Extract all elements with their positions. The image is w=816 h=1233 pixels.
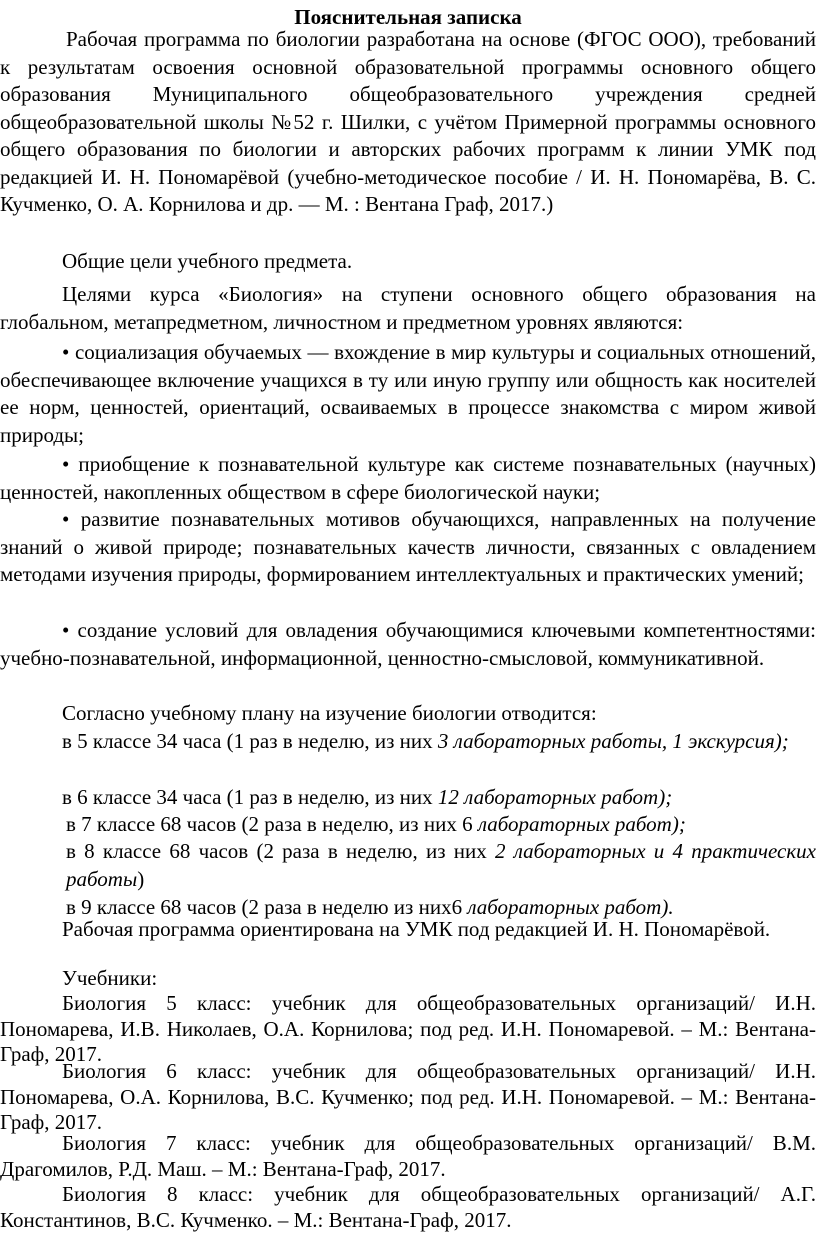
plan-heading: Согласно учебному плану на изучение биологии отводится: — [62, 701, 597, 725]
schedule-grade-9-text: в 9 классе 68 часов (2 раза в неделю из них6 — [66, 895, 468, 919]
schedule-grade-7-labs: лабораторных работ); — [477, 812, 686, 836]
textbook-grade-6: Биология 6 класс: учебник для общеобразовательных организаций/ И.Н. Пономарева, О.А. Корнилова, В.С. Кучменко; под ред. И.Н. Пономаревой. – М.: Вентана-Граф, 2017. — [0, 1059, 816, 1134]
schedule-grade-7-text: в 7 классе 68 часов (2 раза в неделю, из них 6 — [66, 812, 478, 836]
intro-paragraph: Рабочая программа по биологии разработана на основе (ФГОС ООО), требований к результатам освоения основной образовательной программы основного общего образования Муниципального общеобразовательного учреждения средней общеобразовательной школы №52 г. Шилки, с учётом Примерной программы основного общего образования по биологии и авторских рабочих программ к линии УМК под редакцией И. Н. Пономарёвой (учебно-методическое пособие / И. Н. Пономарёва, В. С. Кучменко, О. А. Корнилова и др. — М. : Вентана Граф, 2017.) — [0, 27, 816, 216]
schedule-grade-8 — [66, 838, 816, 893]
schedule-grade-5 — [10, 728, 816, 756]
page-title: Пояснительная записка — [294, 5, 522, 29]
umk-note: Рабочая программа ориентирована на УМК под редакцией И. Н. Пономарёвой. — [62, 917, 771, 941]
schedule-grade-5-labs: 3 лабораторных работы, 1 экскурсия); — [437, 729, 789, 753]
goals-heading: Общие цели учебного предмета. — [62, 249, 353, 273]
textbooks-heading: Учебники: — [62, 966, 158, 990]
schedule-grade-7 — [66, 811, 816, 839]
schedule-grade-8-labs: 2 лабораторных и 4 практических работы — [66, 839, 816, 891]
schedule-grade-8-tail: ) — [137, 866, 145, 891]
textbook-grade-7: Биология 7 класс: учебник для общеобразовательных организаций/ В.М. Драгомилов, Р.Д. Маш. – М.: Вентана-Граф, 2017. — [0, 1131, 816, 1181]
textbook-grade-8: Биология 8 класс: учебник для общеобразовательных организаций/ А.Г. Константинов, В.С. Кучменко. – М.: Вентана-Граф, 2017. — [0, 1182, 816, 1232]
textbook-grade-5: Биология 5 класс: учебник для общеобразовательных организаций/ И.Н. Пономарева, И.В. Николаев, О.А. Корнилова; под ред. И.Н. Пономаревой. – М.: Вентана-Граф, 2017. — [0, 991, 816, 1066]
goals-intro-paragraph: Целями курса «Биология» на ступени основного общего образования на глобальном, метапредметном, личностном и предметном уровнях являются: — [0, 282, 816, 334]
schedule-grade-8-text: в 8 классе 68 часов (2 раза в неделю, из них — [66, 839, 495, 863]
schedule-grade-5-text: в 5 классе 34 часа (1 раз в неделю, из них — [62, 729, 438, 753]
schedule-grade-6-text: в 6 классе 34 часа (1 раз в неделю, из них — [62, 785, 438, 809]
goal-item-motivation: • развитие познавательных мотивов обучающихся, направленных на получение знаний о живой природе; познавательных качеств личности, связанных с овладением методами изучения природы, формированием интеллектуальных и практических умений; — [0, 507, 816, 586]
goal-item-competences: • создание условий для овладения обучающимися ключевыми компетентностями: учебно-познавательной, информационной, ценностно-смысловой, коммуникативной. — [0, 618, 816, 670]
schedule-grade-9-labs: лабораторных работ). — [467, 895, 674, 919]
schedule-grade-6 — [62, 784, 816, 812]
schedule-grade-6-labs: 12 лабораторных работ); — [437, 785, 673, 809]
goal-item-socialization: • социализация обучаемых — вхождение в мир культуры и социальных отношений, обеспечивающее включение учащихся в ту или иную группу или общность как носителей ее норм, ценностей, ориентаций, осваиваемых в процессе знакомства с миром живой природы; — [0, 340, 816, 447]
goal-item-cognitive-culture: • приобщение к познавательной культуре как системе познавательных (научных) ценностей, накопленных обществом в сфере биологической науки; — [0, 452, 816, 504]
